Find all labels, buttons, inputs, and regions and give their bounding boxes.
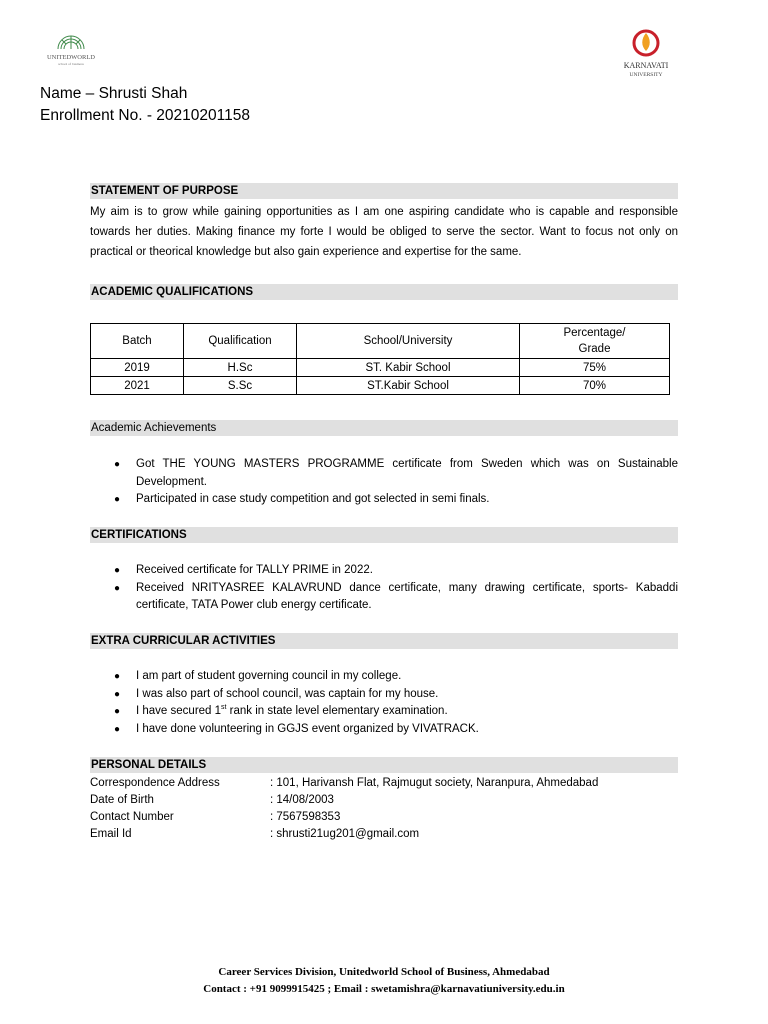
- list-item-text: Received NRITYASREE KALAVRUND dance certificate, many drawing certificate, sports- Kabaddi certificate, TATA Power club energy certificate.: [136, 581, 678, 611]
- personal-label: Email Id: [90, 828, 132, 840]
- superscript-ordinal: st: [221, 704, 227, 712]
- list-item-text: Participated in case study competition and got selected in semi finals.: [136, 493, 490, 505]
- enrollment-number: Enrollment No. - 20210201158: [40, 107, 250, 124]
- list-item-text: I am part of student governing council in my college.: [136, 670, 402, 682]
- unitedworld-emblem-icon: [38, 27, 104, 67]
- certifications-list: [90, 562, 678, 615]
- qualifications-table: [90, 323, 670, 395]
- list-item-text: Got THE YOUNG MASTERS PROGRAMME certificate from Sweden which was on Sustainable Development.: [136, 458, 678, 488]
- table-cell: ST.Kabir School: [297, 377, 520, 395]
- bullet-icon: ●: [114, 459, 121, 470]
- karnavati-flame-icon: [618, 27, 674, 81]
- list-item: [90, 456, 678, 491]
- extracurricular-heading: EXTRA CURRICULAR ACTIVITIES: [90, 633, 678, 649]
- unitedworld-logo-subtext: school of business: [58, 62, 84, 66]
- karnavati-logo-text: KARNAVATI: [623, 61, 669, 70]
- list-item: [90, 703, 678, 721]
- personal-value: : 7567598353: [270, 811, 341, 823]
- bullet-icon: ●: [114, 706, 121, 717]
- bullet-icon: ●: [114, 494, 121, 505]
- table-cell: ST. Kabir School: [297, 359, 520, 377]
- list-item: [90, 562, 678, 580]
- table-row: [91, 359, 670, 377]
- student-name: Name – Shrusti Shah: [40, 85, 188, 102]
- bullet-icon: ●: [114, 565, 121, 576]
- list-item: [90, 668, 678, 686]
- karnavati-logo: [618, 27, 674, 81]
- list-item-text: I have done volunteering in GGJS event organized by VIVATRACK.: [136, 722, 479, 735]
- personal-label: Contact Number: [90, 811, 174, 823]
- personal-value: : shrusti21ug201@gmail.com: [270, 828, 420, 840]
- bullet-icon: ●: [114, 723, 121, 735]
- personal-value: : 101, Harivansh Flat, Rajmugut society, Naranpura, Ahmedabad: [270, 777, 599, 789]
- academic-heading: ACADEMIC QUALIFICATIONS: [90, 284, 678, 300]
- karnavati-logo-subtext: UNIVERSITY: [629, 72, 663, 78]
- table-cell: H.Sc: [184, 359, 297, 377]
- table-cell: 2021: [91, 377, 184, 395]
- column-header: School/University: [297, 324, 520, 359]
- personal-label: Date of Birth: [90, 794, 154, 806]
- list-item: [90, 491, 678, 509]
- list-item: [90, 580, 678, 615]
- list-item-text-start: I have secured 1: [136, 705, 222, 717]
- column-header: Batch: [91, 324, 184, 359]
- purpose-heading: STATEMENT OF PURPOSE: [90, 183, 678, 199]
- column-header: [520, 324, 670, 359]
- bullet-icon: ●: [114, 671, 121, 682]
- column-header-text: Percentage/ Grade: [563, 327, 626, 355]
- personal-label: Correspondence Address: [90, 777, 220, 789]
- list-item-text: I was also part of school council, was captain for my house.: [136, 687, 439, 700]
- certifications-heading: CERTIFICATIONS: [90, 527, 678, 543]
- achievements-heading: Academic Achievements: [90, 420, 678, 436]
- personal-value: : 14/08/2003: [270, 794, 334, 806]
- footer-line-2: Contact : +91 9099915425 ; Email : swetamishra@karnavatiuniversity.edu.in: [203, 983, 565, 995]
- list-item: [90, 721, 678, 739]
- unitedworld-logo-text: UNITEDWORLD: [46, 54, 96, 61]
- bullet-icon: ●: [114, 688, 121, 700]
- table-header-row: [91, 324, 670, 359]
- table-cell: 70%: [520, 377, 670, 395]
- table-cell: 2019: [91, 359, 184, 377]
- achievements-list: [90, 456, 678, 509]
- table-row: [91, 377, 670, 395]
- unitedworld-logo: [38, 27, 104, 67]
- list-item-text: Received certificate for TALLY PRIME in 2022.: [136, 564, 373, 576]
- bullet-icon: ●: [114, 582, 121, 594]
- personal-heading: PERSONAL DETAILS: [90, 757, 678, 773]
- purpose-text: My aim is to grow while gaining opportunities as I am one aspiring candidate who is capable and responsible towards her duties. Making finance my forte I would be obliged to serve the sector. Want to focus not only on practical or theorical knowledge but also gain experience and expertise for the same.: [90, 206, 678, 258]
- footer-line-1: Career Services Division, Unitedworld School of Business, Ahmedabad: [218, 966, 550, 978]
- table-cell: 75%: [520, 359, 670, 377]
- list-item-text-end: rank in state level elementary examination.: [226, 705, 448, 717]
- column-header: Qualification: [184, 324, 297, 359]
- extracurricular-list: [90, 668, 678, 738]
- table-cell: S.Sc: [184, 377, 297, 395]
- list-item: [90, 686, 678, 704]
